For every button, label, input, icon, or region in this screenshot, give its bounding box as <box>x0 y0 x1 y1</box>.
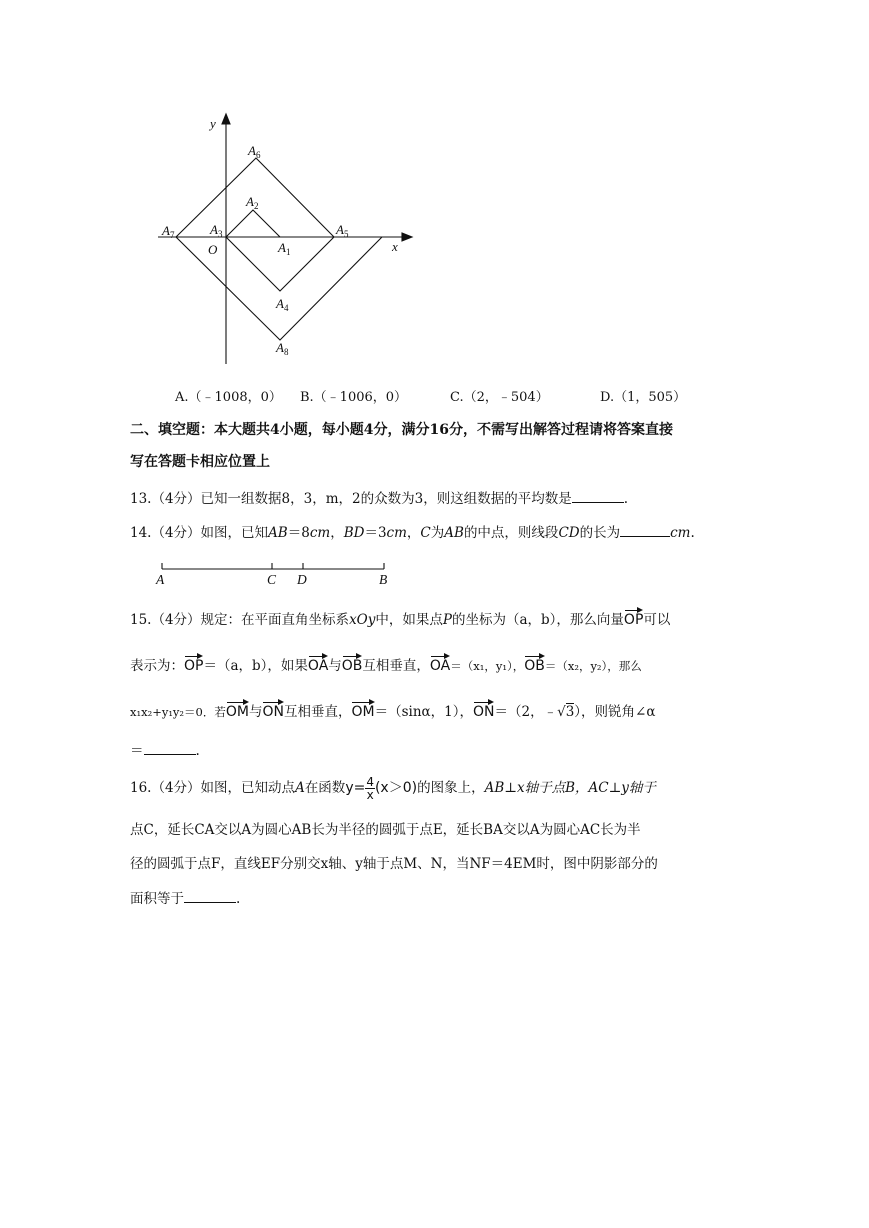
q15-l2-a: 表示为： <box>130 658 184 674</box>
function-y: y= <box>345 780 366 796</box>
q14-bd: BD <box>343 525 365 541</box>
vector-oa: OA <box>308 654 328 676</box>
fraction-denominator: x <box>366 788 374 802</box>
q16-l1-d: AB⊥x轴于点B，AC⊥y轴于 <box>484 780 656 796</box>
vector-om: OM <box>226 700 249 722</box>
q14-unit: cm <box>670 525 691 541</box>
answer-blank-13 <box>572 488 624 503</box>
question-13 <box>130 488 740 509</box>
q15-l2-b: ＝（a，b），如果 <box>203 658 308 674</box>
function-condition: (x＞0) <box>374 780 418 796</box>
x-axis-arrow <box>402 233 412 241</box>
axis-y-label: y <box>210 116 216 131</box>
label-a: A <box>156 572 165 587</box>
vector-ob-2: OB <box>524 654 545 676</box>
q14-cm1: cm <box>309 525 331 541</box>
question-15-line3 <box>130 700 740 722</box>
question-16-line1 <box>130 776 740 801</box>
segment-figure <box>150 560 395 590</box>
q16-l4-a: 面积等于 <box>130 891 184 907</box>
q15-l3-e: ＝（2，﹣ <box>494 704 558 720</box>
point-label-a1 <box>277 240 290 257</box>
q15-l1-coord: 的坐标为（a，b），那么向量 <box>451 612 624 628</box>
svg-text:A7: $A_7$ <box>162 223 175 240</box>
point-label-a3 <box>209 222 223 239</box>
segment-a3-a2-a1 <box>226 210 280 237</box>
origin-label: O <box>208 242 218 257</box>
segment-a7-a6-a5 <box>176 158 334 237</box>
q14-eq1: ＝8 <box>287 525 310 541</box>
answer-blank-15 <box>144 740 196 755</box>
vector-on-2: ON <box>473 700 495 722</box>
q15-l2-d: 互相垂直， <box>362 658 430 674</box>
q14-ab: AB <box>268 525 288 541</box>
answer-options <box>175 386 686 405</box>
option-a: A.（﹣1008，0） <box>175 390 282 405</box>
section-heading-line1: 二、填空题：本大题共4小题，每小题4分，满分16分，不需写出解答过程请将答案直接 <box>130 422 673 438</box>
q15-l1-prefix: 15.（4分）规定：在平面直角坐标系 <box>130 612 350 628</box>
svg-text:A1: $A_1$ <box>278 240 291 257</box>
q14-end: . <box>690 525 695 541</box>
q15-l3-f: ），则锐角∠α <box>574 704 656 720</box>
q14-mid2: 的中点，则线段 <box>463 525 559 541</box>
option-b: B.（﹣1006，0） <box>300 390 408 405</box>
point-label-a5 <box>335 222 349 239</box>
q15-l4-a: ＝ <box>130 743 144 759</box>
label-b: B <box>379 572 388 587</box>
q16-l1-a: 16.（4分）如图，已知动点 <box>130 780 296 796</box>
option-c: C.（2，﹣504） <box>450 390 549 405</box>
q15-l3-a: x₁x₂+y₁y₂＝0．若 <box>130 705 226 719</box>
q14-mid3: 的长为 <box>579 525 621 541</box>
question-13-text: 13.（4分）已知一组数据8，3，m，2的众数为3，则这组数据的平均数是 <box>130 491 572 507</box>
q14-sep1: ， <box>330 525 344 541</box>
q14-cm2: cm <box>386 525 407 541</box>
q15-l3-b: 与 <box>248 704 263 720</box>
q14-ab2: AB <box>444 525 464 541</box>
q15-l3-d: ＝（sinα，1）， <box>374 704 473 720</box>
question-15-line2 <box>130 654 740 676</box>
question-16-line3: 径的圆弧于点F，直线EF分别交x轴、y轴于点M、N，当NF＝4EM时，图中阴影部分的 <box>130 856 658 872</box>
q16-l4-end: . <box>236 891 241 907</box>
question-14 <box>130 522 740 543</box>
q16-l1-c: 的图象上， <box>417 780 485 796</box>
option-d: D.（1，505） <box>600 390 687 405</box>
vector-oa-2: OA <box>430 654 450 676</box>
q14-c: C <box>420 525 431 541</box>
point-label-a7 <box>161 223 175 240</box>
answer-blank-16 <box>184 888 236 903</box>
point-label-a4 <box>275 296 289 313</box>
q15-xoy: xOy <box>349 612 376 628</box>
point-label-a2 <box>245 194 258 211</box>
q15-p: P <box>442 612 452 628</box>
q16-a: A <box>295 780 305 796</box>
question-15-line4 <box>130 740 740 761</box>
q14-sep2: ， <box>406 525 421 541</box>
question-16-line2: 点C，延长CA交以A为圆心AB长为半径的圆弧于点E，延长BA交以A为圆心AC长为半 <box>130 822 641 838</box>
svg-text:A3: $A_3$ <box>210 222 223 239</box>
section-heading-line2: 写在答题卡相应位置上 <box>130 454 270 470</box>
sqrt-symbol: √ <box>557 704 566 720</box>
y-axis-arrow <box>222 114 230 124</box>
point-label-a6 <box>247 143 261 160</box>
point-label-a8 <box>275 340 289 357</box>
axis-x-label: x <box>392 239 398 254</box>
vector-on: ON <box>262 700 284 722</box>
svg-text:A2: $A_2$ <box>246 194 259 211</box>
section-heading <box>130 420 740 440</box>
vector-ob: OB <box>342 654 363 676</box>
answer-blank-14 <box>620 522 670 537</box>
question-16-line4 <box>130 888 740 909</box>
question-13-end: . <box>623 491 629 507</box>
q15-l4-end: . <box>195 743 200 759</box>
fraction-numerator: 4 <box>366 775 374 789</box>
sqrt-value: 3 <box>565 704 575 720</box>
q14-prefix: 14.（4分）如图，已知 <box>130 525 269 541</box>
svg-text:A5: $A_5$ <box>336 222 349 239</box>
vector-om-2: OM <box>351 700 374 722</box>
function-fraction <box>365 776 375 801</box>
q15-l2-c: 与 <box>328 658 342 674</box>
q14-mid1: 为 <box>430 525 445 541</box>
label-c: C <box>267 572 277 587</box>
q15-l1-end: 可以 <box>643 612 671 628</box>
vector-op: OP <box>624 608 643 630</box>
q14-cd: CD <box>558 525 580 541</box>
q14-eq2: ＝3 <box>364 525 387 541</box>
svg-text:A4: $A_4$ <box>276 296 289 313</box>
q15-l2-e: ＝（x₁，y₁）， <box>450 659 525 673</box>
svg-text:A6: $A_6$ <box>248 143 261 160</box>
label-d: D <box>297 572 307 587</box>
vector-op-2: OP <box>184 654 203 676</box>
question-15-line1 <box>130 608 740 630</box>
q16-l1-b: 在函数 <box>304 780 346 796</box>
q15-l2-f: ＝（x₂，y₂），那么 <box>544 659 642 673</box>
coordinate-figure <box>150 108 420 370</box>
q15-l3-c: 互相垂直， <box>283 704 352 720</box>
svg-text:A8: $A_8$ <box>276 340 289 357</box>
q15-l1-mid: 中，如果点 <box>375 612 443 628</box>
